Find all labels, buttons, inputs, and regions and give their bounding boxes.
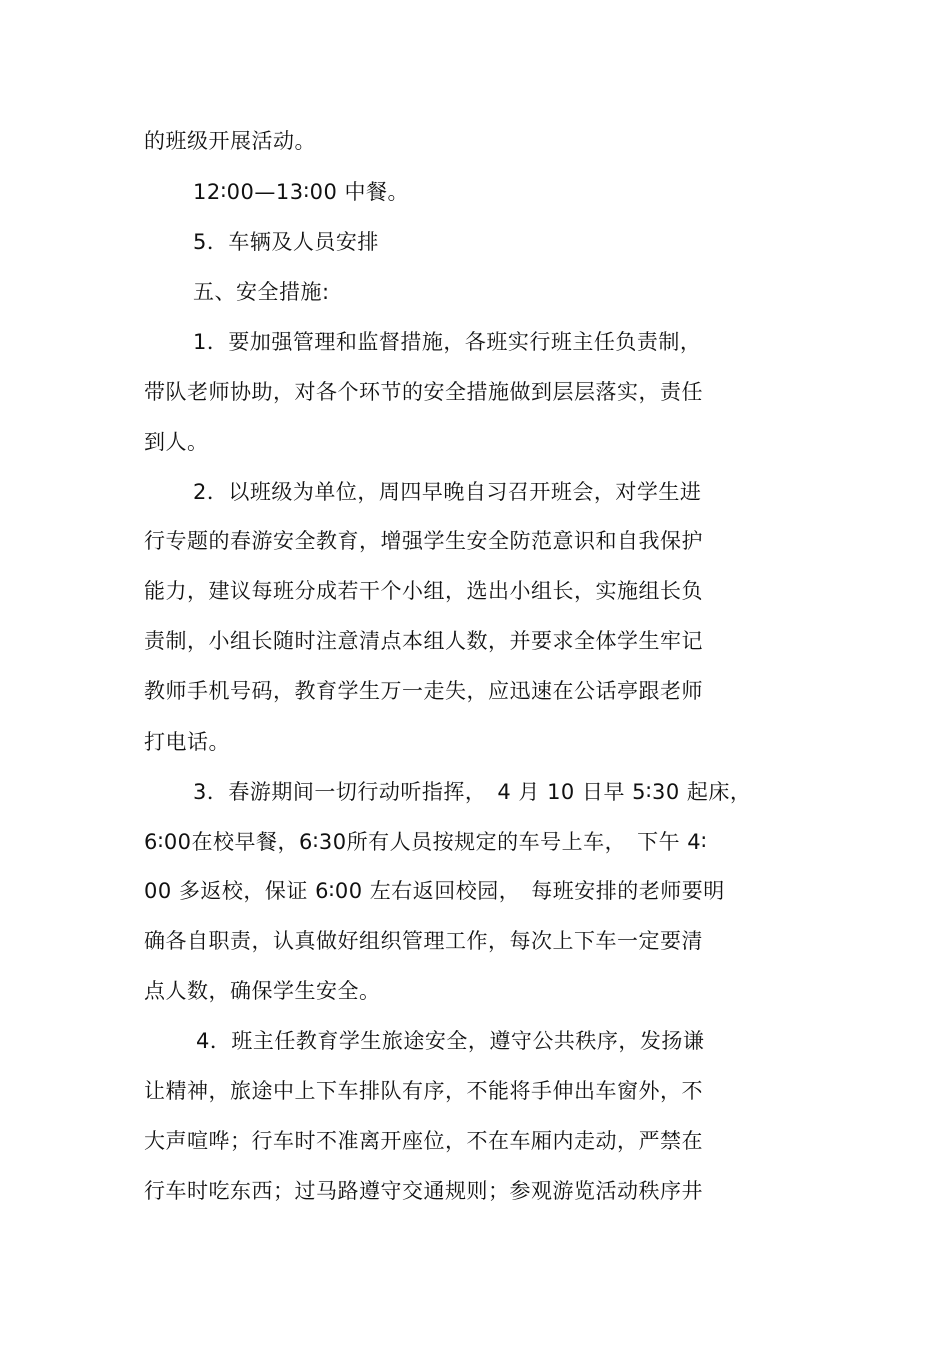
- text-line: 教师手机号码，教育学生万一走失，应迅速在公话亭跟老师: [144, 679, 703, 703]
- text-line: 行专题的春游安全教育，增强学生安全防范意识和自我保护: [144, 529, 703, 553]
- text-line: 00 多返校，保证 6∶00 左右返回校园， 每班安排的老师要明: [144, 879, 725, 903]
- text-line: 到人。: [144, 430, 209, 454]
- text-line: 点人数，确保学生安全。: [144, 979, 381, 1003]
- text-line: 2．以班级为单位，周四早晚自习召开班会，对学生进: [193, 480, 702, 504]
- section-heading: 五、安全措施:: [193, 280, 330, 304]
- text-line: 的班级开展活动。: [144, 129, 316, 153]
- text-line: 5．车辆及人员安排: [193, 230, 379, 254]
- text-line: 行车时吃东西；过马路遵守交通规则；参观游览活动秩序井: [144, 1179, 703, 1203]
- text-line: 能力，建议每班分成若干个小组，选出小组长，实施组长负: [144, 579, 703, 603]
- text-line: 带队老师协助，对各个环节的安全措施做到层层落实，责任: [144, 380, 703, 404]
- text-line: 打电话。: [144, 730, 230, 754]
- text-line: 大声喧哗；行车时不准离开座位，不在车厢内走动，严禁在: [144, 1129, 703, 1153]
- text-line: 3．春游期间一切行动听指挥， 4 月 10 日早 5∶30 起床，: [193, 780, 752, 804]
- text-line: 1．要加强管理和监督措施，各班实行班主任负责制，: [193, 330, 702, 354]
- text-line: 确各自职责，认真做好组织管理工作，每次上下车一定要清: [144, 929, 703, 953]
- text-line: 责制，小组长随时注意清点本组人数，并要求全体学生牢记: [144, 629, 703, 653]
- text-line: 让精神，旅途中上下车排队有序，不能将手伸出车窗外，不: [144, 1079, 703, 1103]
- text-line: 4．班主任教育学生旅途安全，遵守公共秩序，发扬谦: [196, 1029, 705, 1053]
- text-line: 6∶00在校早餐，6∶30所有人员按规定的车号上车， 下午 4∶: [144, 830, 708, 854]
- text-line: 12∶00—13∶00 中餐。: [193, 180, 409, 204]
